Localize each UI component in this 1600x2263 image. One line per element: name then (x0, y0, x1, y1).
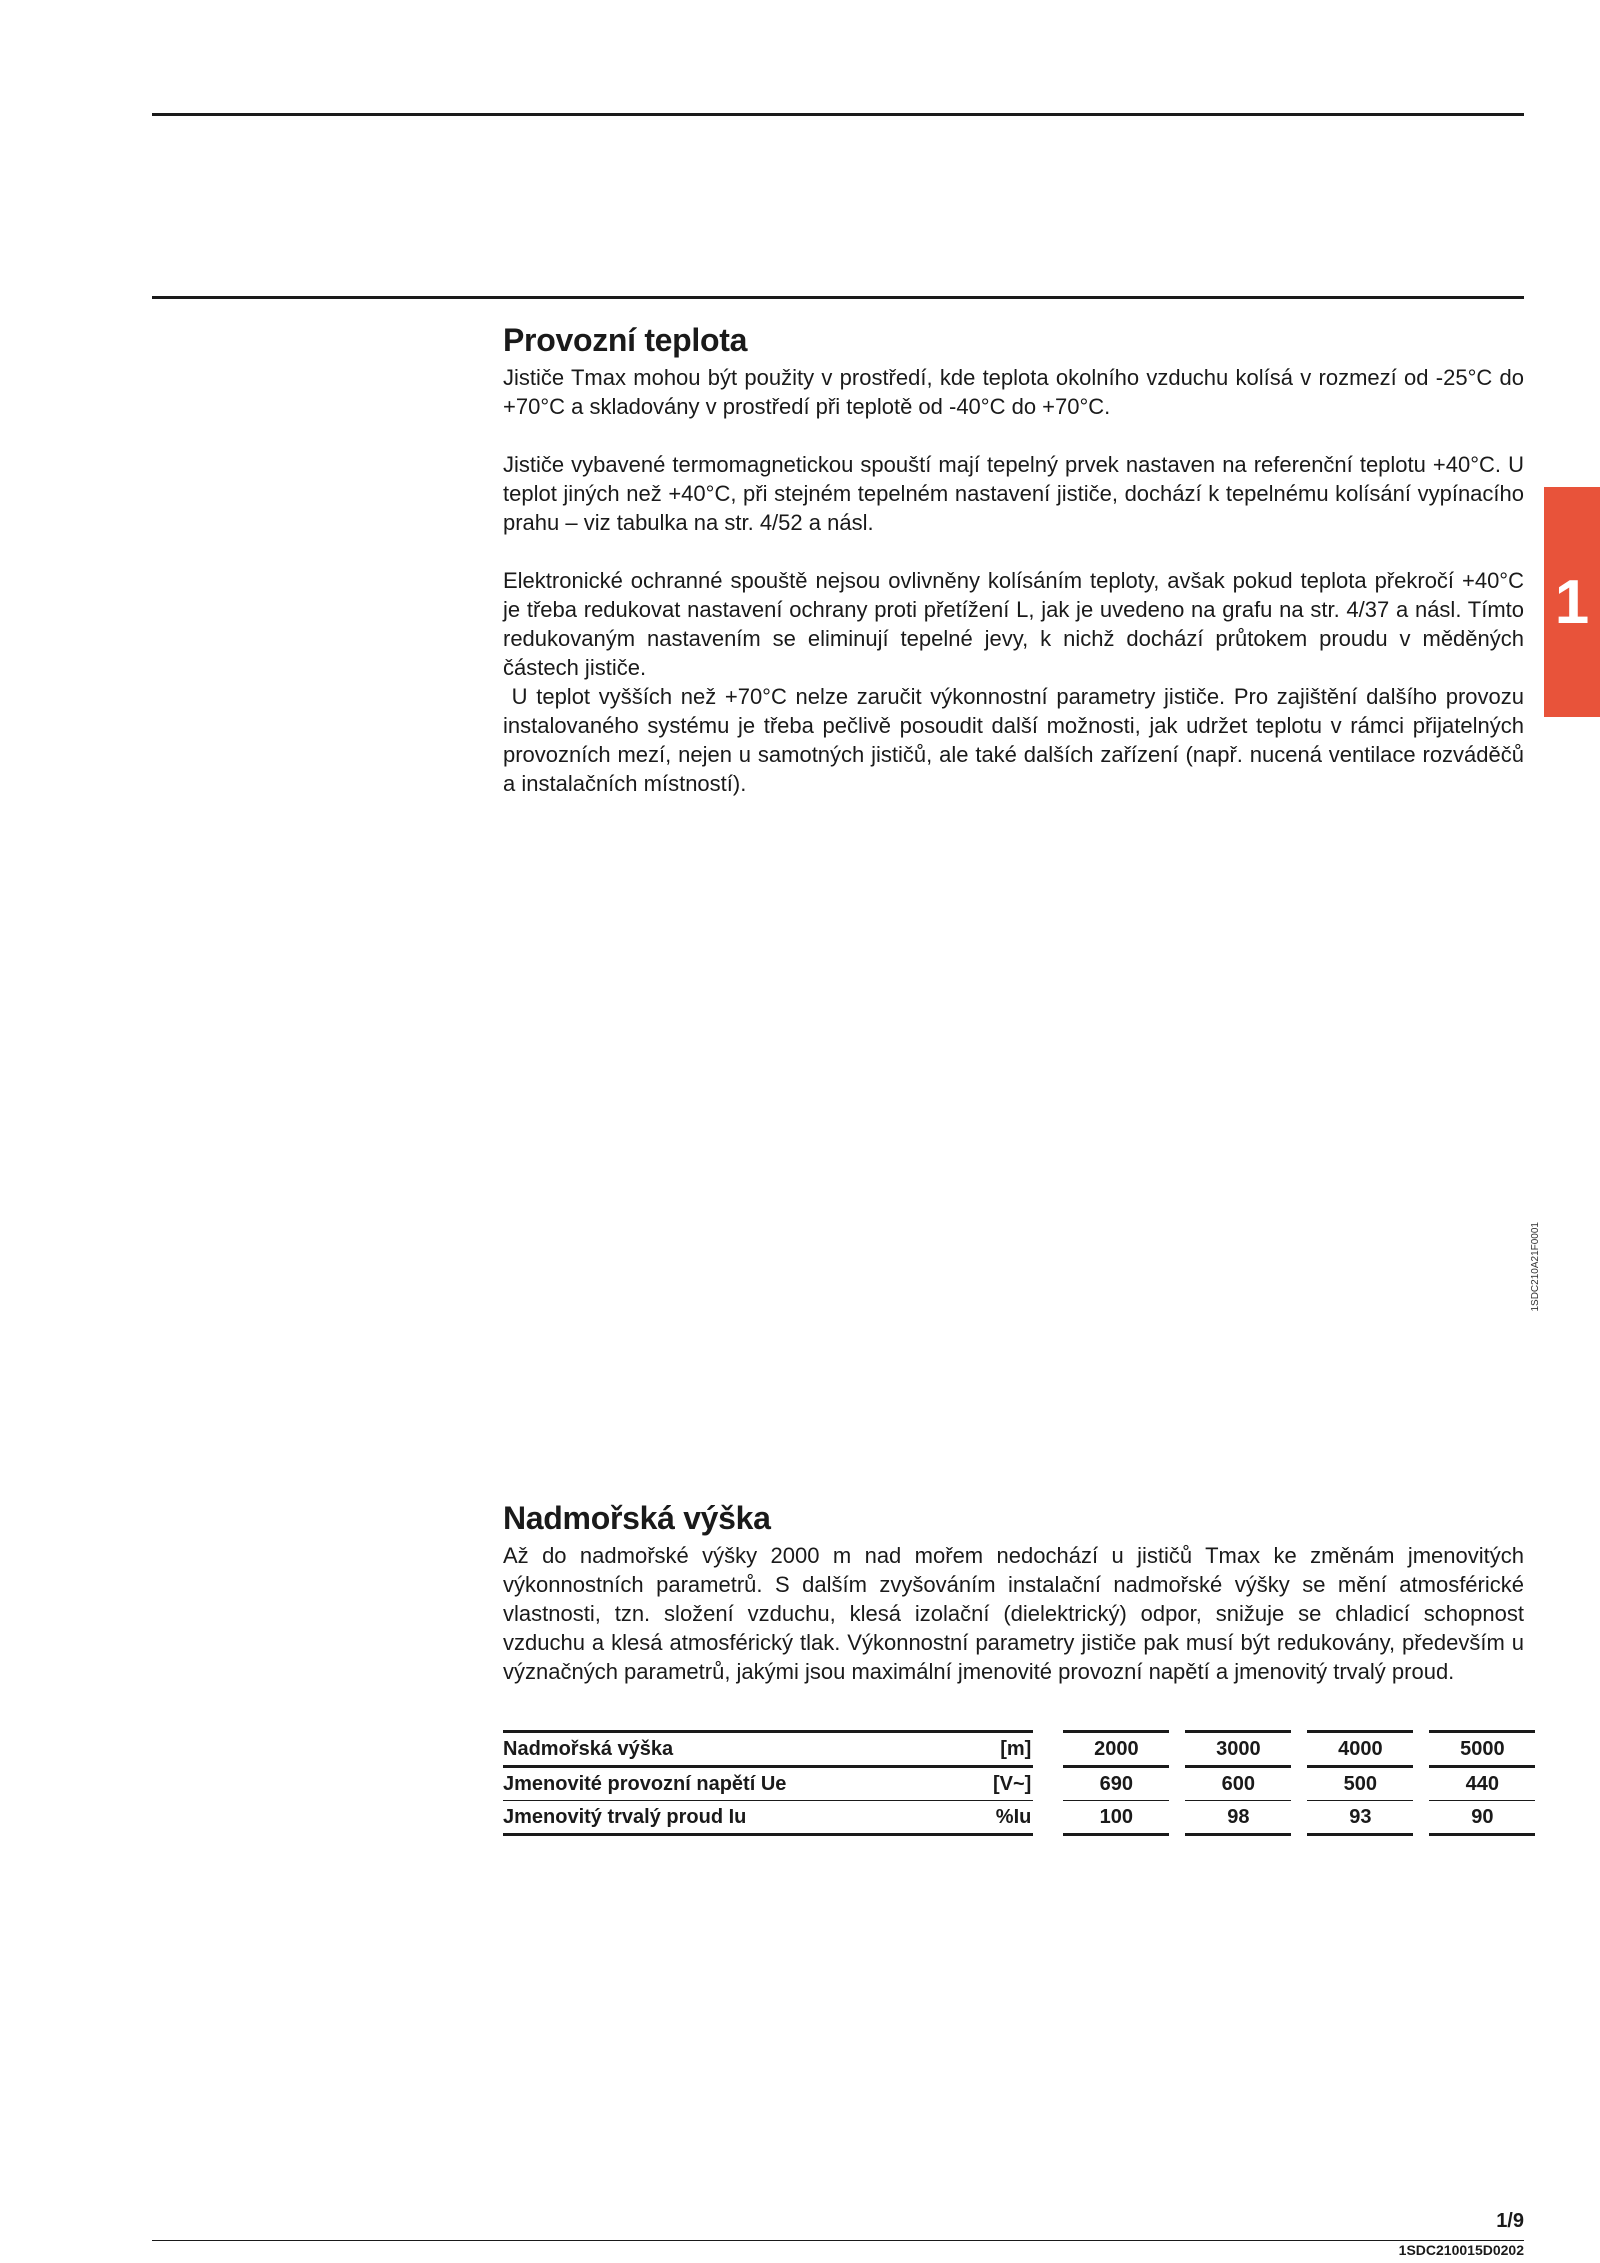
cell-value: 98 (1185, 1801, 1291, 1836)
cell-value: 100 (1063, 1801, 1169, 1836)
altitude-derating-table (503, 1730, 1535, 1836)
cell-value: 5000 (1429, 1730, 1535, 1768)
cell-value: 3000 (1185, 1730, 1291, 1768)
footer-rule (152, 2240, 1524, 2241)
cell-value: 93 (1307, 1801, 1413, 1836)
paragraph: Až do nadmořské výšky 2000 m nad mořem nedochází u jističů Tmax ke změnám jmenovitých výkonnostních parametrů. S dalším zvyšováním instalační nadmořské výšky se mění atmosférické vlastnosti, tzn. složení vzduchu, klesá izolační (dielektrický) odpor, snižuje se chladicí schopnost vzduchu a klesá atmosférický tlak. Výkonnostní parametry jističe pak musí být redukovány, především u význačných parametrů, jakými jsou maximální jmenovité provozní napětí a jmenovitý trvalý proud. (503, 1543, 1524, 1684)
chapter-tab (1544, 487, 1600, 717)
section-title: Nadmořská výška (503, 1500, 771, 1536)
header-rule (152, 296, 1524, 299)
page-number: 1/9 (1496, 2210, 1524, 2232)
section-title: Provozní teplota (503, 322, 748, 358)
cell-value: 440 (1429, 1768, 1535, 1801)
section-altitude (503, 1500, 1524, 1686)
section-operating-temperature (503, 322, 1531, 798)
paragraph: Elektronické ochranné spouště nejsou ovlivněny kolísáním teploty, avšak pokud teplota překročí +40°C je třeba redukovat nastavení ochrany proti přetížení L, jak je uvedeno na grafu na str. 4/37 a násl. Tímto redukovaným nastavením se eliminují tepelné jevy, k nichž dochází průtokem proudu v měděných částech jističe. (503, 568, 1524, 680)
row-label: Jmenovité provozní napětí Ue (503, 1768, 993, 1801)
top-rule (152, 113, 1524, 116)
row-unit: [m] (993, 1730, 1033, 1768)
side-code-text: 1SDC210A21F0001 (1530, 1222, 1541, 1312)
cell-value: 2000 (1063, 1730, 1169, 1768)
document-code: 1SDC210015D0202 (1398, 2242, 1524, 2258)
paragraph: U teplot vyšších než +70°C nelze zaručit výkonnostní parametry jističe. Pro zajištění dalšího provozu instalovaného systému je třeba pečlivě posoudit další možnosti, jak udržet teplotu v rámci přijatelných provozních mezí, nejen u samotných jističů, ale také dalších zařízení (např. nucená ventilace rozváděčů a instalačních místností). (503, 684, 1531, 796)
paragraph: Jističe vybavené termomagnetickou spouští mají tepelný prvek nastaven na referenční teplotu +40°C. U teplot jiných než +40°C, při stejném tepelném nastavení jističe, dochází k tepelnému kolísání vypínacího prahu – viz tabulka na str. 4/52 a násl. (503, 452, 1524, 535)
row-label: Nadmořská výška (503, 1730, 993, 1768)
table-row (503, 1801, 1535, 1836)
side-code (1530, 1222, 1544, 1312)
chapter-tab-number: 1 (1554, 567, 1590, 637)
cell-value: 4000 (1307, 1730, 1413, 1768)
table-row (503, 1768, 1535, 1801)
cell-value: 600 (1185, 1768, 1291, 1801)
row-label: Jmenovitý trvalý proud Iu (503, 1801, 993, 1836)
cell-value: 500 (1307, 1768, 1413, 1801)
cell-value: 90 (1429, 1801, 1535, 1836)
paragraph: Jističe Tmax mohou být použity v prostředí, kde teplota okolního vzduchu kolísá v rozmezí od -25°C do +70°C a skladovány v prostředí při teplotě od -40°C do +70°C. (503, 365, 1524, 419)
row-unit: %Iu (993, 1801, 1033, 1836)
cell-value: 690 (1063, 1768, 1169, 1801)
table-row (503, 1730, 1535, 1768)
row-unit: [V~] (993, 1768, 1033, 1801)
